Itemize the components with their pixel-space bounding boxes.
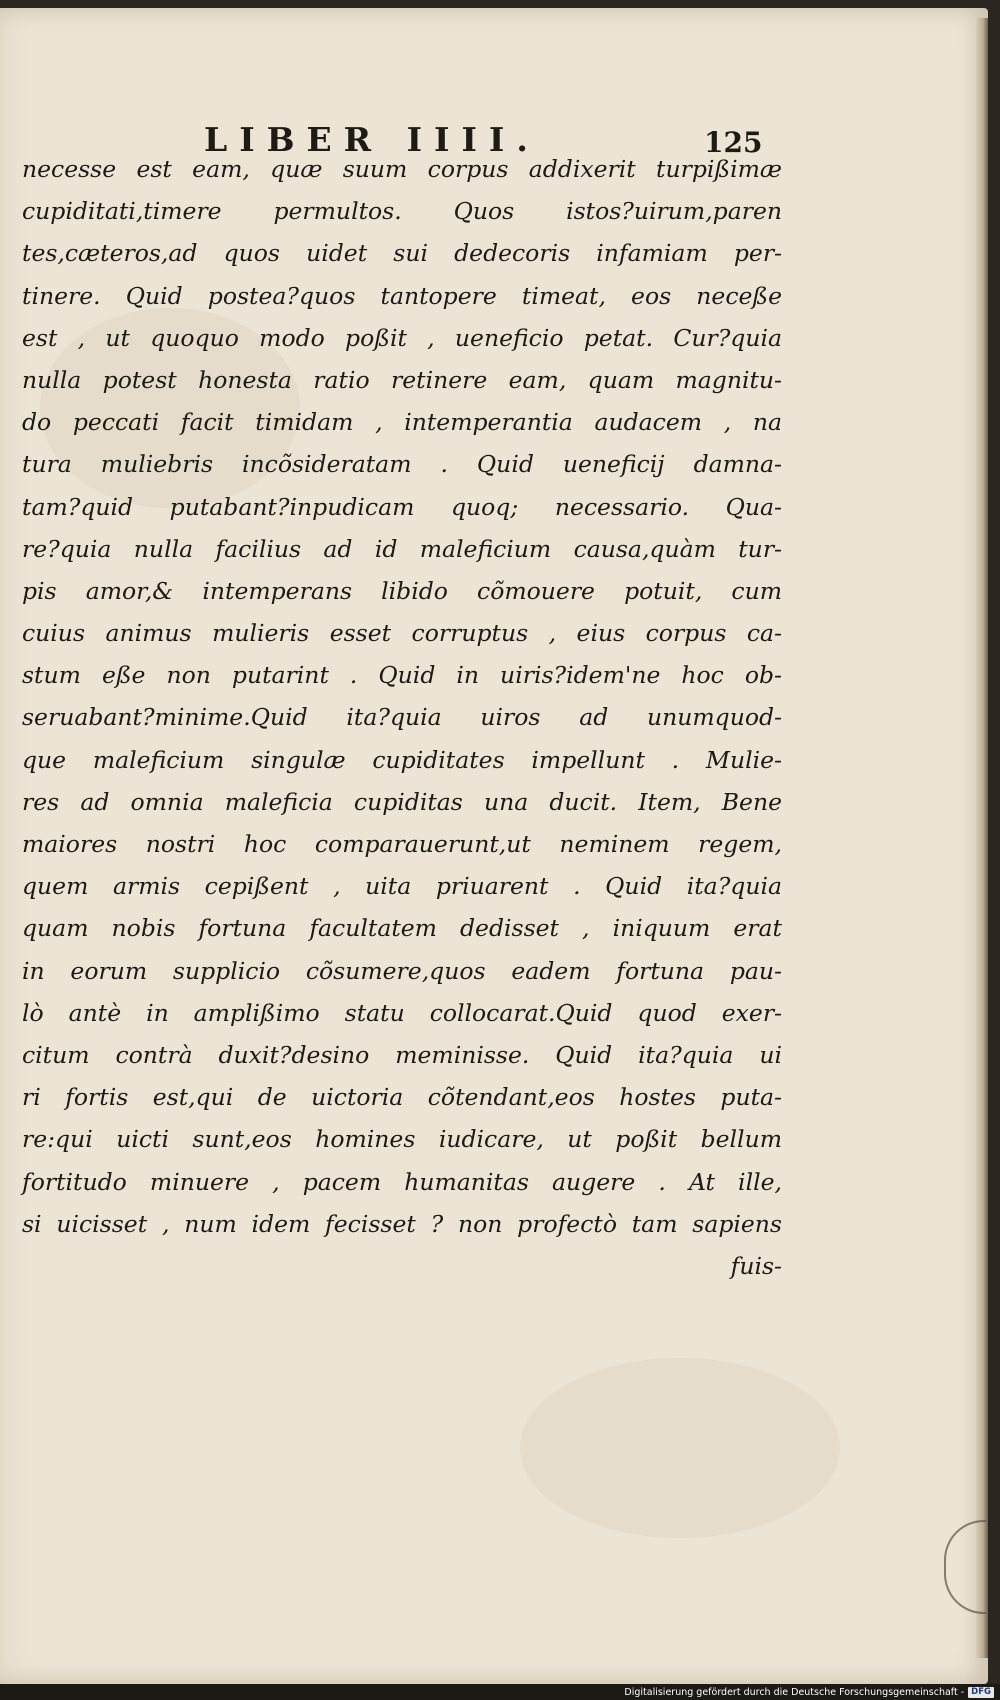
text-line: in eorum supplicio cõsumere,quos eadem fortuna pau- xyxy=(22,956,782,985)
book-page xyxy=(0,8,988,1684)
text-line: quam nobis fortuna facultatem dedisset , iniquum erat xyxy=(22,914,782,943)
text-line: nulla potest honesta ratio retinere eam, quam magnitu- xyxy=(22,365,782,394)
folio-number: 125 xyxy=(704,126,763,159)
running-head-title: LIBER IIII. xyxy=(204,120,540,159)
dfg-logo: DFG xyxy=(968,1687,994,1698)
text-line: cupiditati,timere permultos. Quos istos?uirum,paren xyxy=(22,197,782,226)
funding-credit-text: Digitalisierung gefördert durch die Deutsche Forschungsgemeinschaft - xyxy=(624,1686,965,1698)
text-line: ri fortis est,qui de uictoria cõtendant,eos hostes puta- xyxy=(22,1083,782,1112)
text-line: re:qui uicti sunt,eos homines iudicare, ut poßit bellum xyxy=(22,1125,782,1154)
funding-credit xyxy=(624,1685,994,1699)
text-line: fortitudo minuere , pacem humanitas augere . At ille, xyxy=(22,1167,782,1196)
text-line: citum contrà duxit?desino meminisse. Quid ita?quia ui xyxy=(22,1040,782,1069)
catchword: fuis- xyxy=(730,1251,782,1280)
text-line: tes,cæteros,ad quos uidet sui dedecoris infamiam per- xyxy=(22,239,782,268)
text-line: res ad omnia maleficia cupiditas una ducit. Item, Bene xyxy=(22,787,782,816)
body-text xyxy=(22,148,782,1287)
text-line: stum eße non putarint . Quid in uiris?idem'ne hoc ob- xyxy=(22,661,782,690)
text-line: lò antè in amplißimo statu collocarat.Quid quod exer- xyxy=(22,998,782,1027)
text-line: si uicisset , num idem fecisset ? non profectò tam sapiens xyxy=(22,1209,782,1238)
text-line: tinere. Quid postea?quos tantopere timeat, eos neceße xyxy=(22,281,782,310)
text-line: seruabant?minime.Quid ita?quia uiros ad unumquod- xyxy=(22,703,782,732)
paper-stain xyxy=(520,1358,840,1538)
text-line: tam?quid putabant?inpudicam quoq; necessario. Qua- xyxy=(22,492,782,521)
text-line: cuius animus mulieris esset corruptus , eius corpus ca- xyxy=(22,619,782,648)
text-line: quem armis cepißent , uita priuarent . Quid ita?quia xyxy=(22,872,782,901)
text-line: do peccati facit timidam , intemperantia audacem , na xyxy=(22,408,782,437)
text-line: est , ut quoquo modo poßit , ueneficio petat. Cur?quia xyxy=(22,323,782,352)
page-curl-shadow xyxy=(944,1520,986,1614)
text-line: pis amor,& intemperans libido cõmouere potuit, cum xyxy=(22,576,782,605)
text-line: que maleficium singulæ cupiditates impellunt . Mulie- xyxy=(22,745,782,774)
text-line: maiores nostri hoc comparauerunt,ut neminem regem, xyxy=(22,830,782,858)
page-edge xyxy=(976,18,988,1658)
text-line: necesse est eam, quæ suum corpus addixerit turpißimæ xyxy=(22,155,782,183)
text-line: re?quia nulla facilius ad id maleficium causa,quàm tur- xyxy=(22,534,782,563)
text-line: tura muliebris incõsideratam . Quid ueneficij damna- xyxy=(22,450,782,479)
scan-footer-band xyxy=(0,1684,1000,1700)
